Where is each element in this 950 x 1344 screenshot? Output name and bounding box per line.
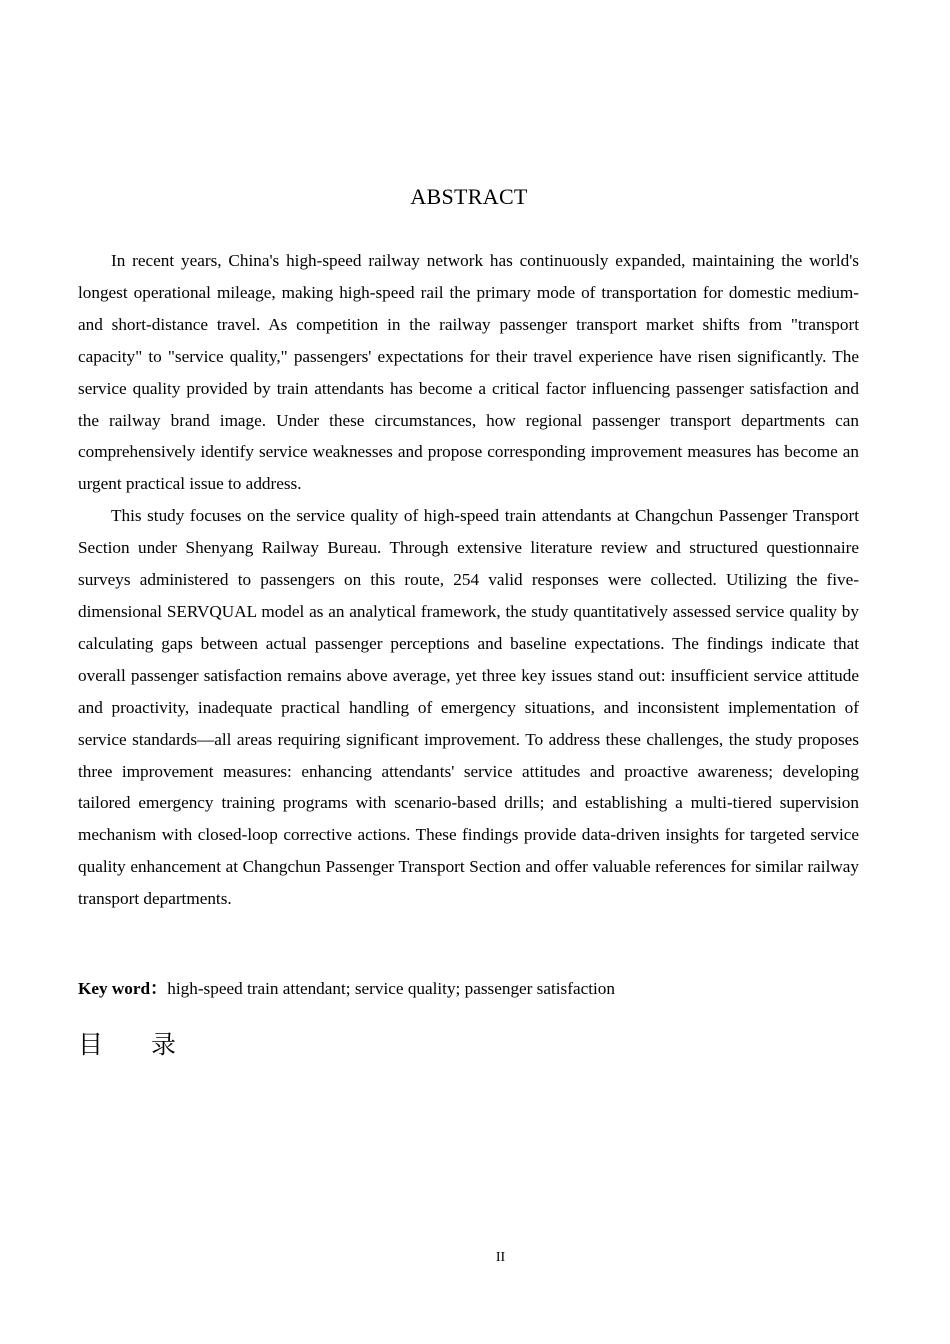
abstract-paragraph-1: In recent years, China's high-speed railway network has continuously expanded, maintaining the world's longest operational mileage, making high-speed rail the primary mode of transportation for domestic medium-and short-distance travel. As competition in the railway passenger transport market shifts from "transport capacity" to "service quality," passengers' expectations for their travel experience have risen significantly. The service quality provided by train attendants has become a critical factor influencing passenger satisfaction and the railway brand image. Under these circumstances, how regional passenger transport departments can comprehensively identify service weaknesses and propose corresponding improvement measures has become an urgent practical issue to address.: [78, 251, 859, 494]
keywords-text: high-speed train attendant; service quality; passenger satisfaction: [167, 979, 615, 998]
abstract-title: ABSTRACT: [410, 184, 528, 209]
abstract-paragraph-2: This study focuses on the service quality of high-speed train attendants at Changchun Passenger Transport Section under Shenyang Railway Bureau. Through extensive literature review and structured questionnaire surveys administered to passengers on this route, 254 valid responses were collected. Utilizing the five-dimensional SERVQUAL model as an analytical framework, the study quantitatively assessed service quality by calculating gaps between actual passenger perceptions and baseline expectations. The findings indicate that overall passenger satisfaction remains above average, yet three key issues stand out: insufficient service attitude and proactivity, inadequate practical handling of emergency situations, and inconsistent implementation of service standards—all areas requiring significant improvement. To address these challenges, the study proposes three improvement measures: enhancing attendants' service attitudes and proactive awareness; developing tailored emergency training programs with scenario-based drills; and establishing a multi-tiered supervision mechanism with closed-loop corrective actions. These findings provide data-driven insights for targeted service quality enhancement at Changchun Passenger Transport Section and offer valuable references for similar railway transport departments.: [78, 506, 859, 909]
page-number: II: [495, 1250, 506, 1265]
abstract-body: [78, 245, 859, 915]
toc-heading-char-1: 目: [78, 1030, 104, 1059]
keywords-label: Key word：: [78, 979, 168, 998]
toc-heading: [78, 1028, 176, 1062]
toc-heading-char-2: 录: [151, 1030, 177, 1059]
keywords-line: [78, 976, 859, 1002]
